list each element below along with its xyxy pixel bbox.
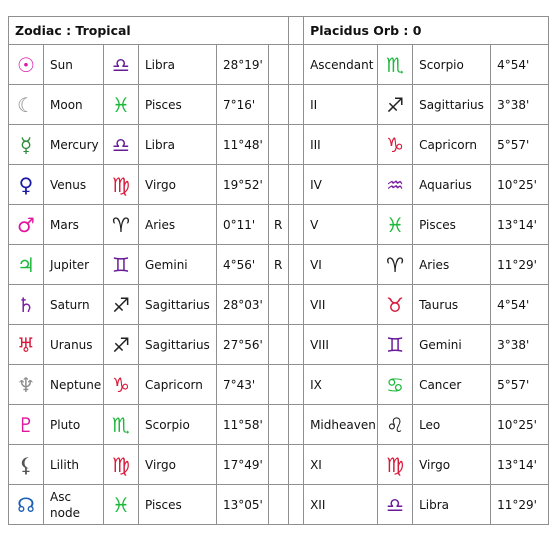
pisces-icon: ♓︎ <box>104 85 139 125</box>
retrograde-flag <box>269 325 289 365</box>
column-gap <box>289 45 304 85</box>
chart-row <box>9 125 549 165</box>
house-name: IX <box>304 365 378 405</box>
house-name: VII <box>304 285 378 325</box>
retrograde-flag: R <box>269 205 289 245</box>
planet-name: Jupiter <box>44 245 104 285</box>
lilith-icon: ⚸ <box>9 445 44 485</box>
uranus-icon: ♅ <box>9 325 44 365</box>
chart-row <box>9 85 549 125</box>
planet-degree: 27°56' <box>217 325 269 365</box>
retrograde-flag: R <box>269 245 289 285</box>
saturn-icon: ♄ <box>9 285 44 325</box>
moon-icon: ☾ <box>9 85 44 125</box>
planet-name: Mars <box>44 205 104 245</box>
planet-name: Neptune <box>44 365 104 405</box>
chart-row <box>9 45 549 85</box>
column-gap <box>289 405 304 445</box>
planet-degree: 13°05' <box>217 485 269 525</box>
column-gap <box>289 485 304 525</box>
chart-row <box>9 405 549 445</box>
capricorn-icon: ♑︎ <box>378 125 413 165</box>
taurus-icon: ♉︎ <box>378 285 413 325</box>
sagittarius-icon: ♐︎ <box>104 325 139 365</box>
planet-sign: Pisces <box>139 485 217 525</box>
retrograde-flag <box>269 485 289 525</box>
neptune-icon: ♆ <box>9 365 44 405</box>
column-gap <box>289 285 304 325</box>
column-gap <box>289 17 304 45</box>
house-degree: 10°25' <box>491 165 549 205</box>
planet-sign: Aries <box>139 205 217 245</box>
planet-degree: 28°19' <box>217 45 269 85</box>
retrograde-flag <box>269 405 289 445</box>
chart-row <box>9 325 549 365</box>
mars-icon: ♂ <box>9 205 44 245</box>
house-system-header: Placidus Orb : 0 <box>304 17 549 45</box>
planet-name: Uranus <box>44 325 104 365</box>
house-name: VIII <box>304 325 378 365</box>
house-degree: 5°57' <box>491 125 549 165</box>
column-gap <box>289 125 304 165</box>
house-name: Midheaven <box>304 405 378 445</box>
house-name: XII <box>304 485 378 525</box>
house-degree: 11°29' <box>491 485 549 525</box>
retrograde-flag <box>269 285 289 325</box>
house-sign: Scorpio <box>413 45 491 85</box>
aries-icon: ♈︎ <box>104 205 139 245</box>
sagittarius-icon: ♐︎ <box>378 85 413 125</box>
house-name: V <box>304 205 378 245</box>
ascending-node-icon: ☊ <box>9 485 44 525</box>
chart-row <box>9 485 549 525</box>
planet-name: Sun <box>44 45 104 85</box>
gemini-icon: ♊︎ <box>378 325 413 365</box>
sagittarius-icon: ♐︎ <box>104 285 139 325</box>
house-sign: Cancer <box>413 365 491 405</box>
house-name: VI <box>304 245 378 285</box>
sun-icon: ☉ <box>9 45 44 85</box>
planet-name: Moon <box>44 85 104 125</box>
capricorn-icon: ♑︎ <box>104 365 139 405</box>
virgo-icon: ♍︎ <box>378 445 413 485</box>
planet-sign: Scorpio <box>139 405 217 445</box>
pluto-icon: ♇ <box>9 405 44 445</box>
planet-degree: 7°16' <box>217 85 269 125</box>
house-sign: Aquarius <box>413 165 491 205</box>
planet-degree: 11°58' <box>217 405 269 445</box>
retrograde-flag <box>269 165 289 205</box>
planet-sign: Capricorn <box>139 365 217 405</box>
planet-sign: Virgo <box>139 165 217 205</box>
planet-degree: 11°48' <box>217 125 269 165</box>
house-degree: 13°14' <box>491 445 549 485</box>
chart-row <box>9 245 549 285</box>
house-degree: 3°38' <box>491 85 549 125</box>
leo-icon: ♌︎ <box>378 405 413 445</box>
planet-degree: 4°56' <box>217 245 269 285</box>
planet-name: Venus <box>44 165 104 205</box>
house-degree: 4°54' <box>491 45 549 85</box>
pisces-icon: ♓︎ <box>104 485 139 525</box>
planet-name: Saturn <box>44 285 104 325</box>
house-degree: 13°14' <box>491 205 549 245</box>
virgo-icon: ♍︎ <box>104 165 139 205</box>
chart-row <box>9 205 549 245</box>
astrology-chart-table <box>8 16 549 525</box>
chart-row <box>9 445 549 485</box>
planet-degree: 17°49' <box>217 445 269 485</box>
retrograde-flag <box>269 365 289 405</box>
libra-icon: ♎︎ <box>104 125 139 165</box>
aquarius-icon: ♒︎ <box>378 165 413 205</box>
planet-degree: 19°52' <box>217 165 269 205</box>
planet-name: Lilith <box>44 445 104 485</box>
chart-row <box>9 365 549 405</box>
house-sign: Pisces <box>413 205 491 245</box>
column-gap <box>289 365 304 405</box>
house-degree: 10°25' <box>491 405 549 445</box>
house-name: IV <box>304 165 378 205</box>
column-gap <box>289 325 304 365</box>
planet-sign: Virgo <box>139 445 217 485</box>
house-sign: Capricorn <box>413 125 491 165</box>
jupiter-icon: ♃ <box>9 245 44 285</box>
planet-sign: Libra <box>139 125 217 165</box>
planet-sign: Sagittarius <box>139 325 217 365</box>
planet-sign: Pisces <box>139 85 217 125</box>
header-row <box>9 17 549 45</box>
house-sign: Leo <box>413 405 491 445</box>
house-degree: 5°57' <box>491 365 549 405</box>
house-degree: 3°38' <box>491 325 549 365</box>
column-gap <box>289 445 304 485</box>
aries-icon: ♈︎ <box>378 245 413 285</box>
scorpio-icon: ♏︎ <box>378 45 413 85</box>
house-sign: Virgo <box>413 445 491 485</box>
mercury-icon: ☿ <box>9 125 44 165</box>
planet-sign: Libra <box>139 45 217 85</box>
planet-degree: 28°03' <box>217 285 269 325</box>
retrograde-flag <box>269 85 289 125</box>
column-gap <box>289 165 304 205</box>
house-degree: 4°54' <box>491 285 549 325</box>
planet-sign: Sagittarius <box>139 285 217 325</box>
cancer-icon: ♋︎ <box>378 365 413 405</box>
planet-name: Asc node <box>44 485 104 525</box>
virgo-icon: ♍︎ <box>104 445 139 485</box>
column-gap <box>289 205 304 245</box>
planet-sign: Gemini <box>139 245 217 285</box>
retrograde-flag <box>269 125 289 165</box>
chart-row <box>9 165 549 205</box>
house-degree: 11°29' <box>491 245 549 285</box>
libra-icon: ♎︎ <box>104 45 139 85</box>
venus-icon: ♀ <box>9 165 44 205</box>
house-sign: Aries <box>413 245 491 285</box>
scorpio-icon: ♏︎ <box>104 405 139 445</box>
retrograde-flag <box>269 45 289 85</box>
house-name: XI <box>304 445 378 485</box>
house-name: Ascendant <box>304 45 378 85</box>
retrograde-flag <box>269 445 289 485</box>
pisces-icon: ♓︎ <box>378 205 413 245</box>
house-sign: Gemini <box>413 325 491 365</box>
chart-row <box>9 285 549 325</box>
libra-icon: ♎︎ <box>378 485 413 525</box>
planet-name: Mercury <box>44 125 104 165</box>
planet-degree: 0°11' <box>217 205 269 245</box>
house-name: III <box>304 125 378 165</box>
planet-name: Pluto <box>44 405 104 445</box>
house-sign: Taurus <box>413 285 491 325</box>
column-gap <box>289 85 304 125</box>
gemini-icon: ♊︎ <box>104 245 139 285</box>
house-name: II <box>304 85 378 125</box>
zodiac-header: Zodiac : Tropical <box>9 17 289 45</box>
house-sign: Libra <box>413 485 491 525</box>
column-gap <box>289 245 304 285</box>
house-sign: Sagittarius <box>413 85 491 125</box>
planet-degree: 7°43' <box>217 365 269 405</box>
